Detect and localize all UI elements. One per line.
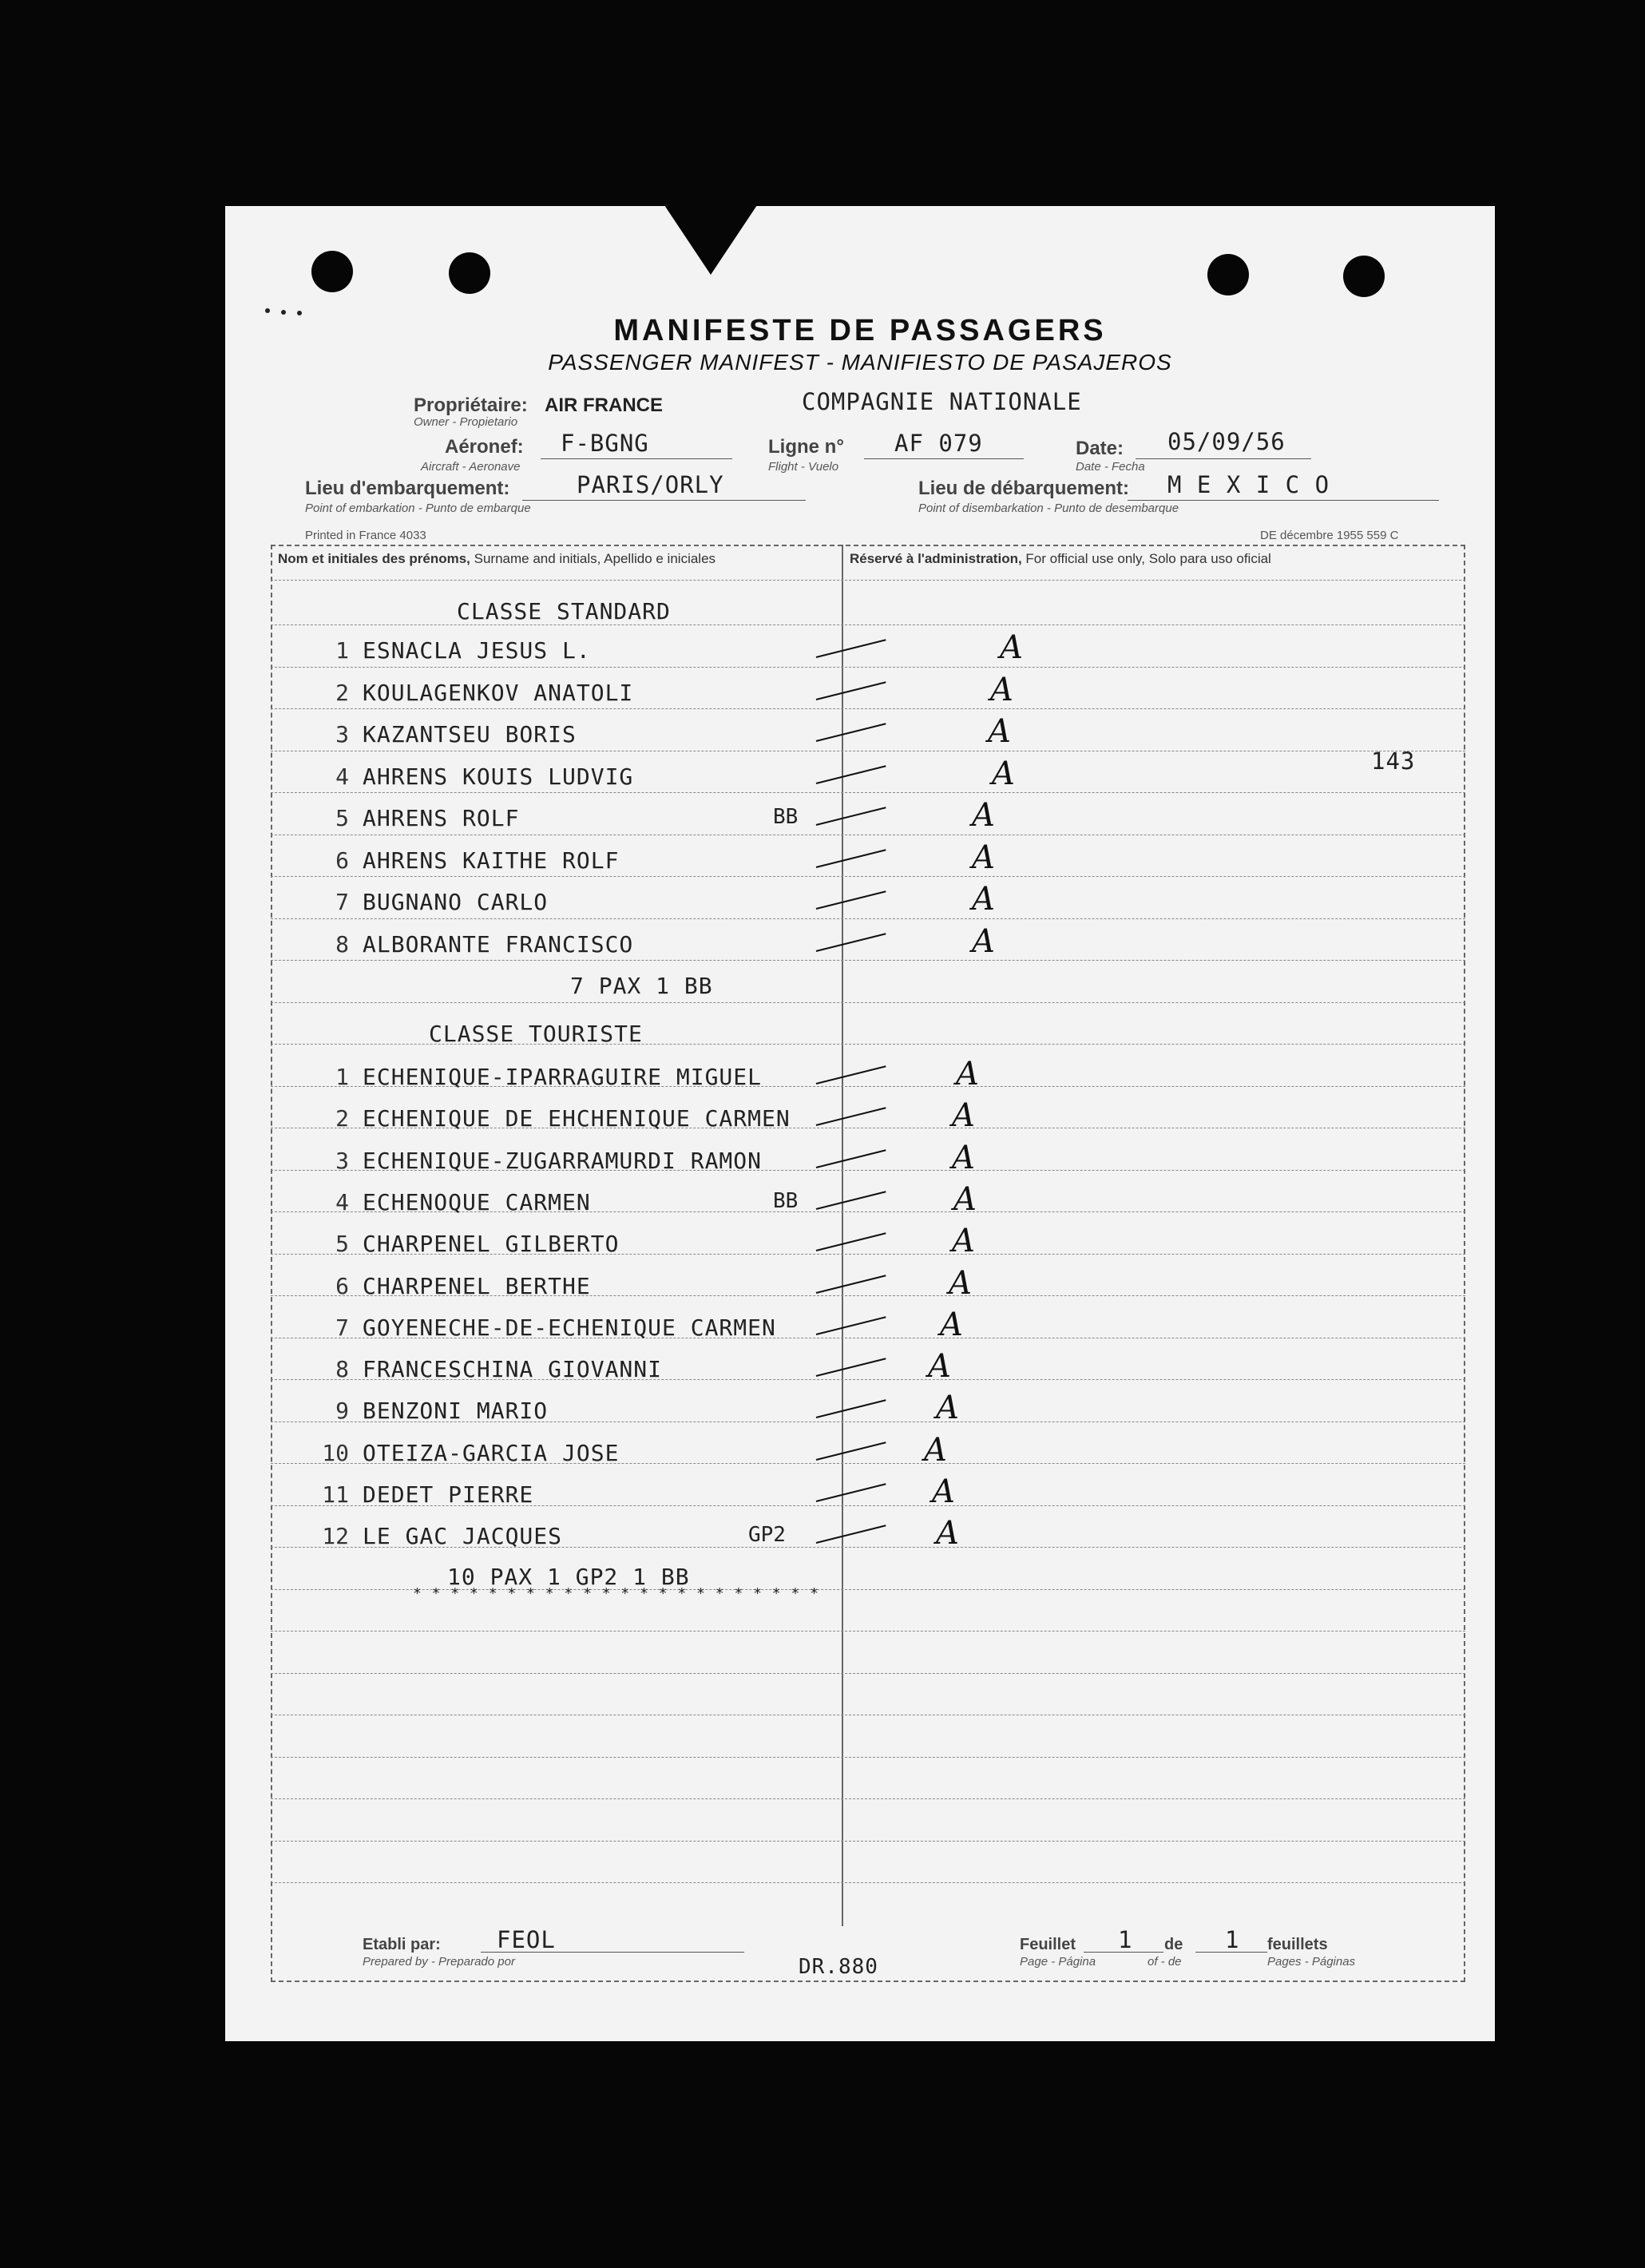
- ruled-line: [271, 1882, 1465, 1883]
- date-underline: [1136, 458, 1311, 459]
- ruled-line: [271, 667, 1465, 668]
- passenger-tag: GP2: [748, 1523, 786, 1548]
- aircraft-sublabel: Aircraft - Aeronave: [421, 460, 521, 474]
- owner-sublabel: Owner - Propietario: [414, 415, 518, 429]
- disembark-label: Lieu de débarquement:: [918, 478, 1130, 499]
- of-value: 1: [1225, 1926, 1240, 1953]
- handwritten-mark: A: [936, 1390, 959, 1427]
- passenger-number: 4: [335, 1188, 349, 1215]
- document-subtitle: PASSENGER MANIFEST - MANIFIESTO DE PASAJEROS: [548, 350, 1172, 375]
- passenger-name: ECHENIQUE-IPARRAGUIRE MIGUEL: [363, 1064, 763, 1090]
- passenger-number: 2: [335, 1105, 349, 1132]
- date-label: Date:: [1076, 438, 1124, 459]
- aircraft-underline: [541, 458, 732, 459]
- flight-underline: [864, 458, 1024, 459]
- passenger-name: DEDET PIERRE: [363, 1481, 534, 1508]
- sheets-sublabel: Pages - Páginas: [1267, 1955, 1356, 1969]
- passenger-number: 12: [322, 1523, 349, 1550]
- handwritten-mark: A: [924, 1431, 947, 1469]
- passenger-name: CHARPENEL BERTHE: [363, 1272, 591, 1299]
- passenger-name: ECHENIQUE-ZUGARRAMURDI RAMON: [363, 1147, 763, 1174]
- handwritten-mark: A: [940, 1306, 963, 1343]
- column-divider: [842, 545, 843, 1926]
- ink-speck: [265, 308, 270, 313]
- sheet-underline: [1084, 1952, 1163, 1953]
- ruled-line: [271, 708, 1465, 709]
- punch-hole: [1343, 256, 1385, 297]
- punch-hole: [1207, 254, 1249, 295]
- prepared-sublabel: Prepared by - Preparado por: [363, 1955, 515, 1969]
- handwritten-mark: A: [932, 1473, 955, 1510]
- handwritten-mark: A: [992, 755, 1015, 792]
- disembark-sublabel: Point of disembarkation - Punto de desembarque: [918, 502, 1179, 515]
- ruled-line: [271, 1798, 1465, 1799]
- passenger-number: 5: [335, 1231, 349, 1258]
- passenger-number: 3: [335, 721, 349, 747]
- handwritten-mark: A: [936, 1515, 959, 1552]
- reference-code: DR.880: [799, 1955, 878, 1979]
- passenger-number: 1: [335, 1064, 349, 1090]
- ruled-line: [271, 580, 1465, 581]
- handwritten-mark: A: [972, 839, 995, 876]
- owner-value: AIR FRANCE: [545, 395, 663, 416]
- passenger-name: AHRENS ROLF: [363, 805, 520, 831]
- right-column-header: Réservé à l'administration, For official use only, Solo para uso oficial: [850, 551, 1271, 566]
- sheets-label: feuillets: [1267, 1936, 1328, 1953]
- ruled-line: [271, 1673, 1465, 1674]
- standard-total: 7 PAX 1 BB: [570, 973, 713, 999]
- passenger-name: OTEIZA-GARCIA JOSE: [363, 1439, 620, 1466]
- date-sublabel: Date - Fecha: [1076, 460, 1145, 474]
- sheet-sublabel: Page - Página: [1020, 1955, 1096, 1969]
- flight-sublabel: Flight - Vuelo: [768, 460, 839, 474]
- passenger-number: 5: [335, 805, 349, 831]
- handwritten-mark: A: [949, 1264, 972, 1302]
- handwritten-mark: A: [972, 797, 995, 834]
- handwritten-mark: A: [988, 713, 1011, 750]
- handwritten-mark: A: [956, 1056, 979, 1092]
- date-value: 05/09/56: [1167, 428, 1286, 455]
- passenger-name: AHRENS KAITHE ROLF: [363, 847, 620, 874]
- passenger-name: KOULAGENKOV ANATOLI: [363, 679, 634, 706]
- aircraft-value: F-BGNG: [561, 430, 649, 457]
- section-title-standard: CLASSE STANDARD: [457, 598, 671, 624]
- punch-hole: [449, 252, 490, 294]
- passenger-name: BENZONI MARIO: [363, 1398, 549, 1425]
- form-code: DE décembre 1955 559 C: [1260, 529, 1399, 542]
- of-underline: [1195, 1952, 1267, 1953]
- passenger-number: 10: [322, 1439, 349, 1466]
- passenger-name: FRANCESCHINA GIOVANNI: [363, 1356, 663, 1383]
- handwritten-mark: A: [952, 1139, 975, 1176]
- of-sublabel: of - de: [1148, 1955, 1182, 1969]
- passenger-name: CHARPENEL GILBERTO: [363, 1231, 620, 1258]
- printed-note: Printed in France 4033: [305, 529, 426, 542]
- ruled-line: [271, 1002, 1465, 1003]
- passenger-number: 7: [335, 889, 349, 915]
- passenger-name: BUGNANO CARLO: [363, 889, 549, 915]
- ruled-line: [271, 1757, 1465, 1758]
- embark-sublabel: Point of embarkation - Punto de embarque: [305, 502, 531, 515]
- handwritten-mark: A: [972, 922, 995, 960]
- manifest-sheet: [225, 206, 1495, 2041]
- passenger-number: 9: [335, 1398, 349, 1425]
- passenger-tag: BB: [773, 1188, 799, 1213]
- passenger-number: 2: [335, 679, 349, 706]
- ruled-line: [271, 1841, 1465, 1842]
- handwritten-mark: A: [990, 671, 1013, 708]
- passenger-name: AHRENS KOUIS LUDVIG: [363, 763, 634, 790]
- star-separator: * * * * * * * * * * * * * * * * * * * * * *: [413, 1585, 819, 1602]
- ruled-line: [271, 960, 1465, 961]
- handwritten-mark: A: [953, 1180, 977, 1218]
- passenger-number: 8: [335, 1356, 349, 1383]
- handwritten-mark: A: [972, 881, 995, 918]
- disembark-underline: [1128, 500, 1439, 501]
- passenger-number: 8: [335, 930, 349, 958]
- of-label: de: [1164, 1936, 1183, 1953]
- flight-label: Ligne n°: [768, 436, 844, 458]
- passenger-number: 1: [335, 637, 349, 664]
- ruled-line: [271, 792, 1465, 793]
- passenger-name: ECHENOQUE CARMEN: [363, 1188, 591, 1215]
- flight-value: AF 079: [894, 430, 983, 457]
- handwritten-mark: A: [952, 1223, 975, 1260]
- owner-label: Propriétaire:: [414, 395, 528, 416]
- document-title: MANIFESTE DE PASSAGERS: [613, 314, 1107, 347]
- sheet-value: 1: [1118, 1926, 1133, 1953]
- prepared-underline: [481, 1952, 744, 1953]
- ruled-line: [271, 624, 1465, 625]
- touriste-total: 10 PAX 1 GP2 1 BB: [447, 1564, 690, 1590]
- passenger-number: 4: [335, 763, 349, 790]
- embark-underline: [522, 500, 806, 501]
- handwritten-mark: A: [928, 1348, 951, 1386]
- embark-value: PARIS/ORLY: [577, 471, 724, 498]
- ruled-line: [271, 918, 1465, 919]
- handwritten-mark: A: [952, 1097, 975, 1135]
- ruled-line: [271, 1631, 1465, 1632]
- section-title-touriste: CLASSE TOURISTE: [429, 1021, 643, 1047]
- torn-edge: [663, 203, 759, 275]
- owner-typed: COMPAGNIE NATIONALE: [802, 388, 1082, 415]
- side-number: 143: [1371, 747, 1416, 775]
- prepared-label: Etabli par:: [363, 1936, 441, 1953]
- passenger-name: ALBORANTE FRANCISCO: [363, 930, 634, 958]
- punch-hole: [311, 251, 353, 292]
- sheet-label: Feuillet: [1020, 1936, 1076, 1953]
- passenger-name: ESNACLA JESUS L.: [363, 637, 591, 664]
- ruled-line: [271, 876, 1465, 877]
- left-column-header: Nom et initiales des prénoms, Surname and initials, Apellido e iniciales: [278, 551, 716, 566]
- passenger-name: KAZANTSEU BORIS: [363, 721, 577, 747]
- passenger-number: 6: [335, 847, 349, 874]
- passenger-number: 6: [335, 1272, 349, 1299]
- disembark-value: M E X I C O: [1167, 471, 1330, 498]
- passenger-name: GOYENECHE-DE-ECHENIQUE CARMEN: [363, 1314, 776, 1341]
- manifest-table: [271, 545, 1465, 1982]
- passenger-tag: BB: [773, 805, 799, 829]
- passenger-number: 11: [322, 1481, 349, 1508]
- passenger-name: LE GAC JACQUES: [363, 1523, 563, 1550]
- embark-label: Lieu d'embarquement:: [305, 478, 510, 499]
- passenger-number: 7: [335, 1314, 349, 1341]
- prepared-value: FEOL: [497, 1926, 556, 1953]
- passenger-name: ECHENIQUE DE EHCHENIQUE CARMEN: [363, 1105, 791, 1132]
- passenger-number: 3: [335, 1147, 349, 1174]
- handwritten-mark: A: [1000, 629, 1023, 666]
- aircraft-label: Aéronef:: [445, 436, 524, 458]
